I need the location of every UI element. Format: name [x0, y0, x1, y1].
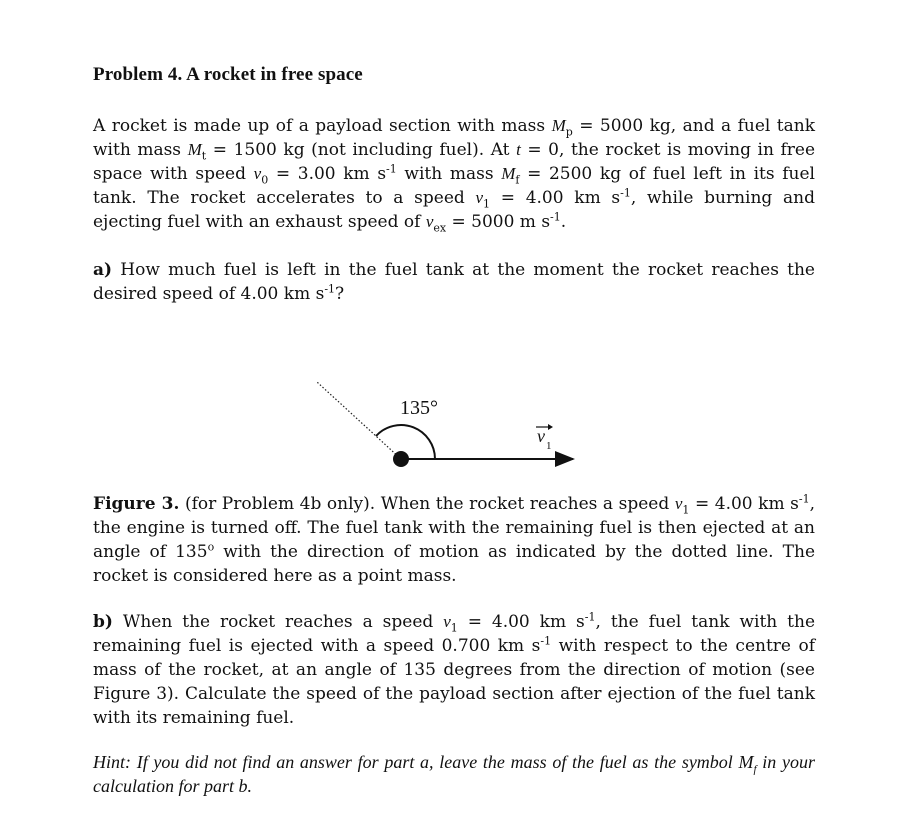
figure-caption: Figure 3. (for Problem 4b only). When the rocket reaches a speed $v_1 = 4.00$ km $s^{-1}$, the engine is turned off. The fuel tank with the remaining fuel is then ejected at an angle of 135$^o$ with the direction of motion as indicated by the dotted line. The rocket is considered here as a point mass.: [93, 492, 816, 586]
angle-label: 135°: [400, 397, 438, 419]
part-a-label: a): [93, 260, 113, 280]
velocity-vector-subscript: 1: [546, 440, 552, 452]
part-b-label: b): [93, 612, 113, 632]
part-a-question: a) How much fuel is left in the fuel tank at the moment the rocket reaches the desired speed of 4.00 km $s^{-1}$?: [93, 260, 815, 304]
problem-title: Problem 4. A rocket in free space: [93, 64, 363, 85]
part-b-question: b) When the rocket reaches a speed $v_1 = 4.00$ km $s^{-1}$, the fuel tank with the remaining fuel is ejected with a speed 0.700 km $s^{-1}$ with respect to the centre of mass of the rocket, at an angle of 135 degrees from the direction of motion (see Figure 3). Calculate the speed of the payload section after ejection of the fuel tank with its remaining fuel.: [93, 610, 816, 728]
hint-text: Hint: If you did not find an answer for part a, leave the mass of the fuel as the symbol $M_f$ in your calculation for part b.: [93, 752, 815, 796]
rocket-point-mass: [393, 451, 409, 467]
figure-3-diagram: [305, 370, 585, 480]
vector-overarrow-head: [548, 424, 553, 430]
figure-label: Figure 3.: [93, 494, 180, 514]
ejection-dotted-line: [317, 382, 401, 459]
velocity-vector-label: v: [537, 426, 545, 446]
intro-paragraph: A rocket is made up of a payload section with mass $M_p = 5000$ kg, and a fuel tank with mass $M_t = 1500$ kg (not including fuel). At t = 0, the rocket is moving in free space with speed $v_0 = 3.00$ km $s^{-1}$ with mass $M_f = 2500$ kg of fuel left in its fuel tank. The rocket accelerates to a speed $v_1 = 4.00$ km $s^{-1}$, while burning and ejecting fuel with an exhaust speed of $v_{ex} = 5000$ m $s^{-1}$.: [93, 116, 816, 235]
